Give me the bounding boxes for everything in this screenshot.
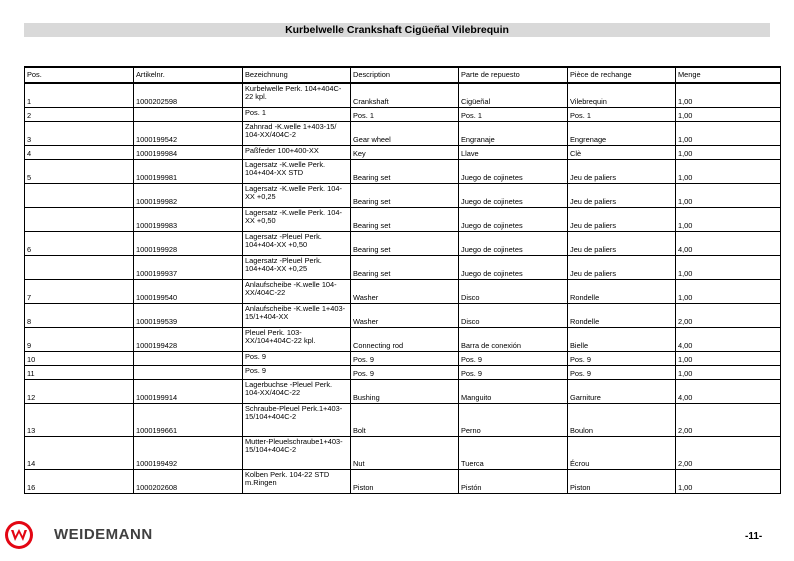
- cell-piece-de-rechange: Pos. 9: [568, 365, 676, 379]
- table-row: [25, 121, 781, 145]
- cell-bezeichnung: Mutter-Pleuelschraube1+403-15/104+404C-2: [243, 436, 351, 469]
- cell-parte-de-repuesto: Manguito: [459, 379, 568, 403]
- table-row: [25, 83, 781, 107]
- cell-bezeichnung: Paßfeder 100+400-XX: [243, 145, 351, 159]
- page-title: Kurbelwelle Crankshaft Cigüeñal Vilebrequin: [24, 23, 770, 37]
- cell-description: Key: [351, 145, 459, 159]
- cell-pos: 9: [25, 327, 134, 351]
- cell-piece-de-rechange: Jeu de paliers: [568, 231, 676, 255]
- cell-piece-de-rechange: Vilebrequin: [568, 83, 676, 107]
- cell-menge: 1,00: [676, 365, 781, 379]
- cell-parte-de-repuesto: Llave: [459, 145, 568, 159]
- header-pos: Pos.: [25, 67, 134, 83]
- cell-artikelnr: 1000199428: [134, 327, 243, 351]
- cell-menge: 4,00: [676, 231, 781, 255]
- cell-parte-de-repuesto: Barra de conexión: [459, 327, 568, 351]
- cell-parte-de-repuesto: Perno: [459, 403, 568, 436]
- cell-bezeichnung: Lagersatz -Pleuel Perk. 104+404-XX +0,50: [243, 231, 351, 255]
- cell-parte-de-repuesto: Juego de cojinetes: [459, 231, 568, 255]
- cell-menge: 2,00: [676, 436, 781, 469]
- cell-parte-de-repuesto: Engranaje: [459, 121, 568, 145]
- cell-menge: 4,00: [676, 327, 781, 351]
- cell-piece-de-rechange: Écrou: [568, 436, 676, 469]
- cell-piece-de-rechange: Jeu de paliers: [568, 159, 676, 183]
- cell-artikelnr: 1000199981: [134, 159, 243, 183]
- cell-piece-de-rechange: Clè: [568, 145, 676, 159]
- cell-parte-de-repuesto: Pos. 9: [459, 351, 568, 365]
- cell-menge: 1,00: [676, 121, 781, 145]
- table-row: [25, 436, 781, 469]
- cell-description: Gear wheel: [351, 121, 459, 145]
- cell-menge: 4,00: [676, 379, 781, 403]
- table-row: [25, 379, 781, 403]
- header-menge: Menge: [676, 67, 781, 83]
- cell-artikelnr: 1000199928: [134, 231, 243, 255]
- cell-pos: 16: [25, 469, 134, 493]
- cell-menge: 1,00: [676, 145, 781, 159]
- cell-parte-de-repuesto: Cigüeñal: [459, 83, 568, 107]
- cell-artikelnr: 1000199661: [134, 403, 243, 436]
- cell-menge: 1,00: [676, 351, 781, 365]
- cell-artikelnr: 1000199983: [134, 207, 243, 231]
- cell-description: Washer: [351, 279, 459, 303]
- cell-artikelnr: 1000199984: [134, 145, 243, 159]
- table-row: [25, 231, 781, 255]
- table-row: [25, 107, 781, 121]
- cell-bezeichnung: Pos. 1: [243, 107, 351, 121]
- cell-parte-de-repuesto: Pistón: [459, 469, 568, 493]
- cell-menge: 2,00: [676, 403, 781, 436]
- table-row: [25, 327, 781, 351]
- cell-bezeichnung: Kolben Perk. 104-22 STD m.Ringen: [243, 469, 351, 493]
- cell-piece-de-rechange: Jeu de paliers: [568, 207, 676, 231]
- cell-parte-de-repuesto: Juego de cojinetes: [459, 207, 568, 231]
- table-row: [25, 183, 781, 207]
- cell-description: Pos. 9: [351, 351, 459, 365]
- cell-pos: 7: [25, 279, 134, 303]
- header-description: Description: [351, 67, 459, 83]
- cell-description: Crankshaft: [351, 83, 459, 107]
- cell-parte-de-repuesto: Disco: [459, 279, 568, 303]
- cell-description: Bolt: [351, 403, 459, 436]
- header-parte-de-repuesto: Parte de repuesto: [459, 67, 568, 83]
- cell-description: Piston: [351, 469, 459, 493]
- cell-pos: 5: [25, 159, 134, 183]
- cell-pos: 11: [25, 365, 134, 379]
- cell-bezeichnung: Kurbelwelle Perk. 104+404C-22 kpl.: [243, 83, 351, 107]
- cell-piece-de-rechange: Engrenage: [568, 121, 676, 145]
- weidemann-logo-icon: [4, 520, 34, 550]
- parts-table: [24, 66, 781, 494]
- cell-menge: 1,00: [676, 207, 781, 231]
- cell-menge: 1,00: [676, 83, 781, 107]
- cell-parte-de-repuesto: Juego de cojinetes: [459, 183, 568, 207]
- cell-piece-de-rechange: Jeu de paliers: [568, 255, 676, 279]
- cell-bezeichnung: Lagersatz -K.welle Perk. 104-XX +0,50: [243, 207, 351, 231]
- cell-bezeichnung: Pos. 9: [243, 365, 351, 379]
- cell-pos: 10: [25, 351, 134, 365]
- cell-parte-de-repuesto: Tuerca: [459, 436, 568, 469]
- cell-description: Nut: [351, 436, 459, 469]
- table-row: [25, 403, 781, 436]
- cell-pos: 3: [25, 121, 134, 145]
- cell-description: Bearing set: [351, 183, 459, 207]
- table-row: [25, 351, 781, 365]
- table-body: [25, 83, 781, 493]
- brand-name: WEIDEMANN: [54, 526, 153, 543]
- cell-description: Connecting rod: [351, 327, 459, 351]
- cell-artikelnr: 1000199982: [134, 183, 243, 207]
- cell-artikelnr: [134, 351, 243, 365]
- cell-artikelnr: [134, 107, 243, 121]
- cell-piece-de-rechange: Pos. 9: [568, 351, 676, 365]
- cell-pos: 14: [25, 436, 134, 469]
- header-bezeichnung: Bezeichnung: [243, 67, 351, 83]
- cell-piece-de-rechange: Rondelle: [568, 279, 676, 303]
- table-row: [25, 279, 781, 303]
- table-row: [25, 207, 781, 231]
- cell-bezeichnung: Pos. 9: [243, 351, 351, 365]
- cell-menge: 1,00: [676, 469, 781, 493]
- cell-piece-de-rechange: Pos. 1: [568, 107, 676, 121]
- cell-pos: 13: [25, 403, 134, 436]
- cell-description: Bearing set: [351, 231, 459, 255]
- cell-pos: 12: [25, 379, 134, 403]
- cell-description: Pos. 1: [351, 107, 459, 121]
- cell-description: Bearing set: [351, 207, 459, 231]
- cell-artikelnr: 1000199540: [134, 279, 243, 303]
- table-row: [25, 145, 781, 159]
- cell-bezeichnung: Lagersatz -K.welle Perk. 104+404-XX STD: [243, 159, 351, 183]
- header-piece-de-rechange: Pièce de rechange: [568, 67, 676, 83]
- cell-artikelnr: 1000202598: [134, 83, 243, 107]
- cell-artikelnr: 1000199492: [134, 436, 243, 469]
- table-row: [25, 303, 781, 327]
- page-number: -11-: [745, 531, 763, 542]
- table-row: [25, 255, 781, 279]
- cell-parte-de-repuesto: Pos. 9: [459, 365, 568, 379]
- cell-pos: 2: [25, 107, 134, 121]
- cell-bezeichnung: Anlaufscheibe -K.welle 104-XX/404C-22: [243, 279, 351, 303]
- cell-bezeichnung: Pleuel Perk. 103-XX/104+404C-22 kpl.: [243, 327, 351, 351]
- cell-description: Washer: [351, 303, 459, 327]
- cell-menge: 1,00: [676, 107, 781, 121]
- cell-parte-de-repuesto: Pos. 1: [459, 107, 568, 121]
- cell-piece-de-rechange: Rondelle: [568, 303, 676, 327]
- cell-pos: [25, 207, 134, 231]
- cell-artikelnr: 1000199542: [134, 121, 243, 145]
- cell-pos: 1: [25, 83, 134, 107]
- cell-parte-de-repuesto: Disco: [459, 303, 568, 327]
- cell-artikelnr: 1000199937: [134, 255, 243, 279]
- cell-pos: [25, 183, 134, 207]
- cell-description: Bearing set: [351, 255, 459, 279]
- cell-artikelnr: [134, 365, 243, 379]
- cell-artikelnr: 1000199539: [134, 303, 243, 327]
- cell-piece-de-rechange: Bielle: [568, 327, 676, 351]
- cell-menge: 1,00: [676, 279, 781, 303]
- cell-artikelnr: 1000199914: [134, 379, 243, 403]
- table-row: [25, 159, 781, 183]
- cell-artikelnr: 1000202608: [134, 469, 243, 493]
- table-row: [25, 365, 781, 379]
- cell-bezeichnung: Zahnrad -K.welle 1+403-15/ 104-XX/404C-2: [243, 121, 351, 145]
- cell-description: Pos. 9: [351, 365, 459, 379]
- table-header: [25, 67, 781, 83]
- cell-menge: 1,00: [676, 183, 781, 207]
- cell-menge: 1,00: [676, 159, 781, 183]
- cell-parte-de-repuesto: Juego de cojinetes: [459, 159, 568, 183]
- cell-bezeichnung: Lagersatz -Pleuel Perk. 104+404-XX +0,25: [243, 255, 351, 279]
- cell-bezeichnung: Lagerbuchse -Pleuel Perk. 104-XX/404C-22: [243, 379, 351, 403]
- cell-parte-de-repuesto: Juego de cojinetes: [459, 255, 568, 279]
- cell-description: Bearing set: [351, 159, 459, 183]
- cell-pos: 8: [25, 303, 134, 327]
- cell-menge: 2,00: [676, 303, 781, 327]
- cell-menge: 1,00: [676, 255, 781, 279]
- cell-bezeichnung: Schraube-Pleuel Perk.1+403-15/104+404C-2: [243, 403, 351, 436]
- cell-piece-de-rechange: Garniture: [568, 379, 676, 403]
- cell-pos: 6: [25, 231, 134, 255]
- header-artikelnr: Artikelnr.: [134, 67, 243, 83]
- cell-pos: 4: [25, 145, 134, 159]
- cell-pos: [25, 255, 134, 279]
- cell-bezeichnung: Anlaufscheibe -K.welle 1+403-15/1+404-XX: [243, 303, 351, 327]
- cell-piece-de-rechange: Jeu de paliers: [568, 183, 676, 207]
- table-row: [25, 469, 781, 493]
- cell-piece-de-rechange: Piston: [568, 469, 676, 493]
- cell-bezeichnung: Lagersatz -K.welle Perk. 104-XX +0,25: [243, 183, 351, 207]
- cell-piece-de-rechange: Boulon: [568, 403, 676, 436]
- cell-description: Bushing: [351, 379, 459, 403]
